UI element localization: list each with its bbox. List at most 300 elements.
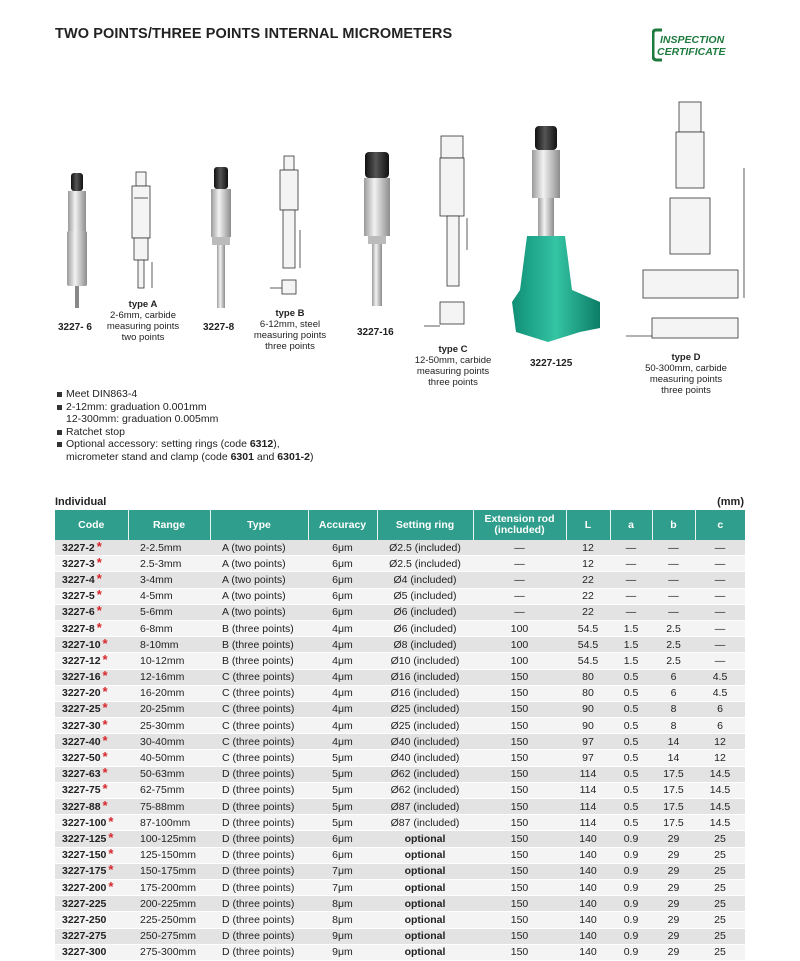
table-row — [55, 815, 745, 831]
cell-ring: optional — [377, 879, 473, 895]
star-mark: * — [96, 570, 102, 586]
code-text: 3227-125 — [62, 832, 107, 845]
cell-ring: Ø2.5 (included) — [377, 540, 473, 556]
cell-b: — — [652, 588, 695, 604]
cell-ext: 100 — [473, 637, 566, 653]
cell-acc: 8μm — [308, 896, 377, 912]
star-mark: * — [102, 716, 108, 732]
cell-acc: 4μm — [308, 637, 377, 653]
code-text: 3227-2 — [62, 541, 95, 554]
table-row — [55, 750, 745, 766]
cell-a: 0.9 — [610, 912, 652, 928]
cell-code — [55, 637, 128, 653]
cell-range: 175-200mm — [128, 879, 210, 895]
type-a-line: measuring points — [106, 321, 180, 332]
micrometer-3227-8-photo — [211, 167, 231, 308]
code-text: 3227-175 — [62, 865, 107, 878]
type-a-drawing — [132, 172, 152, 288]
table-row — [55, 588, 745, 604]
table-row — [55, 896, 745, 912]
cell-range: 275-300mm — [128, 944, 210, 960]
type-c-line: 12-50mm, carbide — [414, 355, 492, 366]
table-row — [55, 653, 745, 669]
feature-code: 6301-2 — [277, 450, 310, 463]
cell-b: 6 — [652, 669, 695, 685]
cell-type: D (three points) — [210, 782, 308, 798]
cell-type: C (three points) — [210, 750, 308, 766]
cell-c: 25 — [695, 928, 745, 944]
cell-range: 6-8mm — [128, 620, 210, 636]
cell-ring: optional — [377, 896, 473, 912]
cell-type: C (three points) — [210, 685, 308, 701]
feature-item: 2-12mm: graduation 0.001mm — [56, 401, 314, 414]
cell-ext: 150 — [473, 944, 566, 960]
cell-a: 0.9 — [610, 847, 652, 863]
star-mark: * — [102, 684, 108, 700]
cell-c: — — [695, 653, 745, 669]
code-label-3227-6: 3227- 6 — [58, 322, 92, 333]
cell-acc: 4μm — [308, 734, 377, 750]
cell-c: 6 — [695, 718, 745, 734]
cell-code — [55, 572, 128, 588]
inspection-certificate-logo — [652, 28, 746, 62]
star-mark: * — [108, 813, 114, 829]
cell-range: 25-30mm — [128, 718, 210, 734]
cell-L: 80 — [566, 685, 610, 701]
cell-a: 0.5 — [610, 685, 652, 701]
cell-b: 29 — [652, 879, 695, 895]
code-text: 3227-5 — [62, 590, 95, 603]
cell-b: — — [652, 556, 695, 572]
cell-code — [55, 588, 128, 604]
feature-code: 6312 — [249, 438, 274, 450]
cell-type: C (three points) — [210, 669, 308, 685]
cell-range: 4-5mm — [128, 588, 210, 604]
cell-code — [55, 912, 128, 928]
table-row — [55, 782, 745, 798]
cell-ring: Ø5 (included) — [377, 588, 473, 604]
cell-b: 29 — [652, 944, 695, 960]
cell-a: 0.5 — [610, 701, 652, 717]
cell-acc: 5μm — [308, 815, 377, 831]
cell-a: 0.5 — [610, 734, 652, 750]
cell-type: C (three points) — [210, 718, 308, 734]
cell-range: 5-6mm — [128, 604, 210, 620]
cell-a: 0.5 — [610, 782, 652, 798]
table-row — [55, 944, 745, 960]
cell-acc: 5μm — [308, 750, 377, 766]
feature-text: and — [253, 450, 278, 463]
cell-a: 0.9 — [610, 944, 652, 960]
type-b-title: type B — [275, 308, 305, 319]
type-d-line: measuring points — [649, 374, 723, 385]
cell-a: 0.5 — [610, 669, 652, 685]
feature-text: Optional accessory: setting rings (code — [66, 438, 250, 450]
table-row — [55, 620, 745, 636]
cell-acc: 6μm — [308, 556, 377, 572]
cell-range: 75-88mm — [128, 799, 210, 815]
cell-c: 14.5 — [695, 815, 745, 831]
type-c-caption — [408, 344, 498, 388]
cell-a: 0.9 — [610, 879, 652, 895]
cell-ring: Ø25 (included) — [377, 701, 473, 717]
cell-type: D (three points) — [210, 863, 308, 879]
cell-ring: Ø87 (included) — [377, 799, 473, 815]
code-text: 3227-88 — [62, 800, 101, 813]
cell-c: 12 — [695, 750, 745, 766]
cell-c: 25 — [695, 896, 745, 912]
cell-a: 0.5 — [610, 766, 652, 782]
cell-c: 4.5 — [695, 669, 745, 685]
feature-code: 6301 — [230, 450, 254, 463]
cell-c: 25 — [695, 944, 745, 960]
cell-type: A (two points) — [210, 588, 308, 604]
cell-ring: Ø40 (included) — [377, 750, 473, 766]
cell-range: 2-2.5mm — [128, 540, 210, 556]
code-text: 3227-8 — [62, 622, 95, 635]
cell-b: 29 — [652, 928, 695, 944]
code-text: 3227-275 — [62, 930, 107, 943]
cell-c: — — [695, 556, 745, 572]
code-text: 3227-150 — [62, 849, 107, 862]
cell-ext: 150 — [473, 782, 566, 798]
cell-c: — — [695, 637, 745, 653]
table-row — [55, 685, 745, 701]
cell-range: 40-50mm — [128, 750, 210, 766]
cell-ring: Ø62 (included) — [377, 766, 473, 782]
cell-ext: — — [473, 572, 566, 588]
cell-acc: 4μm — [308, 653, 377, 669]
cell-c: 4.5 — [695, 685, 745, 701]
cell-acc: 7μm — [308, 863, 377, 879]
cell-code — [55, 556, 128, 572]
cell-code — [55, 831, 128, 847]
cell-ext: 150 — [473, 896, 566, 912]
cell-L: 114 — [566, 815, 610, 831]
cell-ext: — — [473, 588, 566, 604]
cell-L: 22 — [566, 588, 610, 604]
col-header: a — [610, 510, 652, 540]
cell-a: 1.5 — [610, 637, 652, 653]
cell-acc: 6μm — [308, 540, 377, 556]
cell-ext: 150 — [473, 928, 566, 944]
type-d-drawing — [626, 102, 744, 338]
cell-acc: 4μm — [308, 718, 377, 734]
cell-L: 97 — [566, 734, 610, 750]
star-mark: * — [108, 846, 114, 862]
cell-acc: 4μm — [308, 701, 377, 717]
cell-acc: 6μm — [308, 847, 377, 863]
cell-type: D (three points) — [210, 815, 308, 831]
feature-item: Ratchet stop — [56, 426, 314, 439]
cell-L: 140 — [566, 912, 610, 928]
table-header-row — [55, 510, 745, 540]
cell-b: 17.5 — [652, 766, 695, 782]
type-a-caption — [101, 299, 185, 343]
type-c-line: three points — [428, 377, 478, 388]
cell-ext: 100 — [473, 620, 566, 636]
cell-code — [55, 653, 128, 669]
col-header: Code — [55, 510, 128, 540]
cell-c: — — [695, 572, 745, 588]
cell-L: 140 — [566, 944, 610, 960]
cell-b: — — [652, 604, 695, 620]
cell-range: 12-16mm — [128, 669, 210, 685]
type-a-line: two points — [121, 332, 165, 343]
star-mark: * — [96, 554, 102, 570]
cert-line1: INSPECTION — [660, 34, 725, 46]
code-text: 3227-16 — [62, 671, 101, 684]
cell-acc: 8μm — [308, 912, 377, 928]
cell-ring: Ø16 (included) — [377, 685, 473, 701]
cell-L: 140 — [566, 928, 610, 944]
type-b-line: three points — [265, 341, 315, 352]
cell-c: — — [695, 604, 745, 620]
cell-ring: Ø8 (included) — [377, 637, 473, 653]
cell-code — [55, 766, 128, 782]
star-mark: * — [102, 651, 108, 667]
cell-b: 29 — [652, 863, 695, 879]
cell-a: 0.5 — [610, 718, 652, 734]
type-c-drawing — [424, 136, 467, 326]
code-text: 3227-25 — [62, 703, 101, 716]
star-mark: * — [96, 587, 102, 603]
cell-ring: optional — [377, 831, 473, 847]
star-mark: * — [108, 862, 114, 878]
cell-code — [55, 604, 128, 620]
cell-ext: — — [473, 540, 566, 556]
cell-ext: 150 — [473, 734, 566, 750]
cell-c: 25 — [695, 847, 745, 863]
table-row — [55, 766, 745, 782]
section-label: Individual — [55, 496, 107, 508]
cell-code — [55, 944, 128, 960]
cell-code — [55, 685, 128, 701]
cell-ring: Ø6 (included) — [377, 620, 473, 636]
col-header: Accuracy — [308, 510, 377, 540]
cell-ext: 150 — [473, 685, 566, 701]
cell-b: 8 — [652, 718, 695, 734]
cell-b: 29 — [652, 847, 695, 863]
cell-L: 140 — [566, 847, 610, 863]
star-mark: * — [102, 781, 108, 797]
cell-ring: Ø6 (included) — [377, 604, 473, 620]
cell-L: 114 — [566, 799, 610, 815]
cell-code — [55, 620, 128, 636]
cell-code — [55, 782, 128, 798]
cell-acc: 5μm — [308, 766, 377, 782]
cell-acc: 4μm — [308, 620, 377, 636]
code-text: 3227-6 — [62, 606, 95, 619]
star-mark: * — [102, 797, 108, 813]
code-text: 3227-63 — [62, 768, 101, 781]
cell-c: — — [695, 620, 745, 636]
cell-range: 250-275mm — [128, 928, 210, 944]
cell-c: — — [695, 588, 745, 604]
cell-b: — — [652, 572, 695, 588]
feature-item — [56, 438, 314, 451]
cell-range: 16-20mm — [128, 685, 210, 701]
cell-ext: 100 — [473, 653, 566, 669]
type-b-caption — [250, 308, 330, 352]
code-text: 3227-10 — [62, 638, 101, 651]
micrometer-3227-125-photo — [512, 126, 600, 342]
cell-ring: Ø25 (included) — [377, 718, 473, 734]
cell-acc: 9μm — [308, 944, 377, 960]
cell-ext: 150 — [473, 863, 566, 879]
cell-a: — — [610, 540, 652, 556]
table-row — [55, 879, 745, 895]
cell-ring: optional — [377, 863, 473, 879]
cell-c: 25 — [695, 863, 745, 879]
code-label-3227-125: 3227-125 — [530, 358, 573, 369]
cell-type: A (two points) — [210, 556, 308, 572]
cell-code — [55, 734, 128, 750]
star-mark: * — [102, 668, 108, 684]
cell-b: 17.5 — [652, 782, 695, 798]
table-row — [55, 556, 745, 572]
cell-range: 200-225mm — [128, 896, 210, 912]
cell-a: 0.9 — [610, 896, 652, 912]
col-header: c — [695, 510, 745, 540]
cell-ext: 150 — [473, 847, 566, 863]
feature-list — [56, 388, 314, 463]
cell-type: B (three points) — [210, 620, 308, 636]
code-text: 3227-30 — [62, 719, 101, 732]
star-mark: * — [108, 829, 114, 845]
cell-ring: optional — [377, 928, 473, 944]
cell-L: 140 — [566, 863, 610, 879]
cell-range: 30-40mm — [128, 734, 210, 750]
cell-code — [55, 815, 128, 831]
cell-range: 125-150mm — [128, 847, 210, 863]
cell-type: D (three points) — [210, 799, 308, 815]
type-b-drawing — [270, 156, 300, 294]
cell-ring: Ø62 (included) — [377, 782, 473, 798]
cell-type: D (three points) — [210, 928, 308, 944]
cell-a: 1.5 — [610, 653, 652, 669]
code-text: 3227-100 — [62, 816, 107, 829]
cell-ring: Ø16 (included) — [377, 669, 473, 685]
cell-code — [55, 928, 128, 944]
cell-type: D (three points) — [210, 766, 308, 782]
cell-code — [55, 718, 128, 734]
cell-a: 0.9 — [610, 831, 652, 847]
cell-acc: 4μm — [308, 685, 377, 701]
feature-text: micrometer stand and clamp (code — [66, 450, 231, 463]
table-row — [55, 718, 745, 734]
table-body — [55, 540, 745, 960]
cell-acc: 5μm — [308, 799, 377, 815]
cell-type: A (two points) — [210, 540, 308, 556]
cell-ext: 150 — [473, 879, 566, 895]
table-row — [55, 734, 745, 750]
cell-ring: Ø2.5 (included) — [377, 556, 473, 572]
cell-a: 0.5 — [610, 799, 652, 815]
cell-b: 14 — [652, 750, 695, 766]
star-mark: * — [102, 732, 108, 748]
cell-acc: 6μm — [308, 572, 377, 588]
type-d-line: 50-300mm, carbide — [645, 363, 727, 374]
code-text: 3227-50 — [62, 752, 101, 765]
cell-b: 8 — [652, 701, 695, 717]
cell-b: 29 — [652, 896, 695, 912]
micrometer-3227-6-photo — [67, 173, 87, 308]
type-a-title: type A — [128, 299, 158, 310]
cell-range: 50-63mm — [128, 766, 210, 782]
col-header: Range — [128, 510, 210, 540]
feature-text: ) — [310, 450, 314, 463]
table-row — [55, 572, 745, 588]
cell-a: — — [610, 604, 652, 620]
code-text: 3227-75 — [62, 784, 101, 797]
cell-type: C (three points) — [210, 734, 308, 750]
feature-item-continued — [56, 451, 314, 464]
cell-ring: Ø40 (included) — [377, 734, 473, 750]
cell-ring: optional — [377, 944, 473, 960]
cell-range: 3-4mm — [128, 572, 210, 588]
code-text: 3227-40 — [62, 735, 101, 748]
cell-L: 140 — [566, 831, 610, 847]
cell-range: 20-25mm — [128, 701, 210, 717]
code-label-3227-16: 3227-16 — [357, 327, 394, 338]
cell-ext: 150 — [473, 766, 566, 782]
cell-L: 54.5 — [566, 620, 610, 636]
type-c-title: type C — [438, 344, 468, 355]
cell-type: A (two points) — [210, 572, 308, 588]
code-text: 3227-300 — [62, 946, 107, 959]
cell-type: D (three points) — [210, 896, 308, 912]
cell-type: B (three points) — [210, 653, 308, 669]
cell-type: A (two points) — [210, 604, 308, 620]
feature-item-continued: 12-300mm: graduation 0.005mm — [66, 413, 219, 425]
cell-range: 8-10mm — [128, 637, 210, 653]
cell-c: 12 — [695, 734, 745, 750]
cell-L: 140 — [566, 879, 610, 895]
cell-code — [55, 863, 128, 879]
cell-ext: — — [473, 604, 566, 620]
cell-L: 12 — [566, 556, 610, 572]
table-row — [55, 540, 745, 556]
table-row — [55, 799, 745, 815]
cell-L: 22 — [566, 604, 610, 620]
table-row — [55, 831, 745, 847]
page-title: TWO POINTS/THREE POINTS INTERNAL MICROMETERS — [55, 26, 453, 42]
cell-type: D (three points) — [210, 879, 308, 895]
table-row — [55, 928, 745, 944]
cell-type: D (three points) — [210, 944, 308, 960]
cell-b: — — [652, 540, 695, 556]
cell-a: 0.5 — [610, 815, 652, 831]
cell-acc: 5μm — [308, 782, 377, 798]
cell-c: 14.5 — [695, 799, 745, 815]
code-text: 3227-20 — [62, 687, 101, 700]
cell-type: D (three points) — [210, 847, 308, 863]
cell-ext: 150 — [473, 815, 566, 831]
cell-acc: 7μm — [308, 879, 377, 895]
cell-L: 90 — [566, 718, 610, 734]
cell-acc: 6μm — [308, 604, 377, 620]
feature-item: Meet DIN863-4 — [56, 388, 314, 401]
col-header: Extension rod (included) — [473, 510, 566, 540]
feature-text: ), — [273, 438, 280, 450]
cell-ext: 150 — [473, 912, 566, 928]
cell-range: 100-125mm — [128, 831, 210, 847]
col-header: b — [652, 510, 695, 540]
cell-type: B (three points) — [210, 637, 308, 653]
cell-acc: 6μm — [308, 831, 377, 847]
cell-code — [55, 879, 128, 895]
